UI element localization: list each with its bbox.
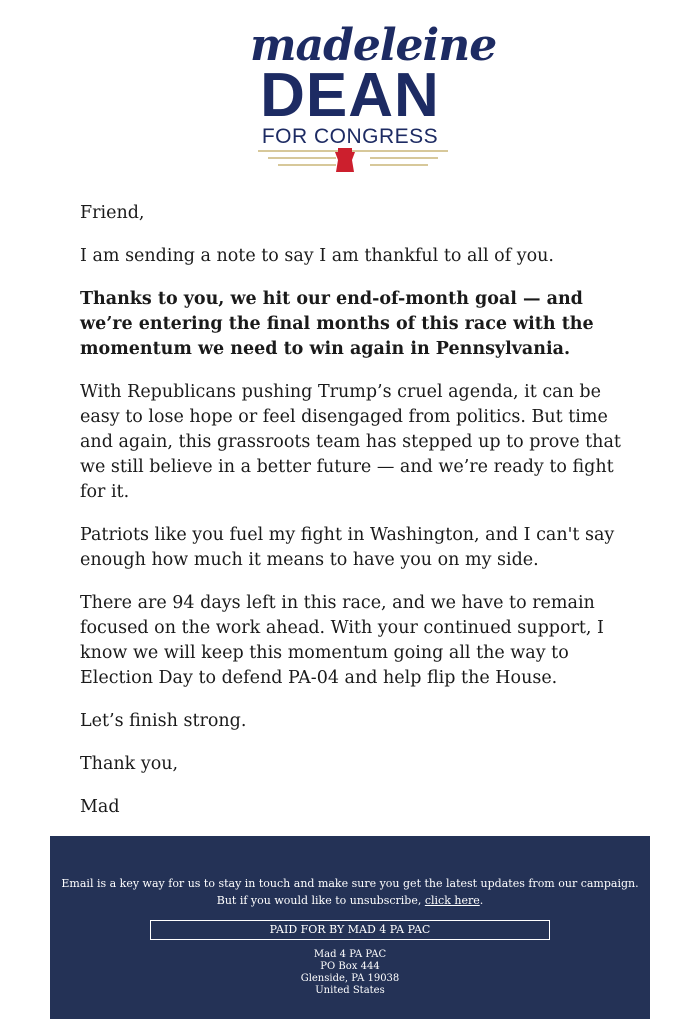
address-city: Glenside, PA 19038: [300, 973, 400, 984]
mailing-address: [50, 949, 650, 997]
email-footer: [50, 836, 650, 1019]
greeting: Friend,: [80, 203, 145, 223]
paragraph-days-left: There are 94 days left in this race, and we have to remain focused on the work ahead. With your continued support, I know we will keep this momentum going all the way to Election Day to defend PA-04 and help flip the House.: [80, 593, 604, 688]
address-po-box: PO Box 444: [320, 961, 380, 972]
unsubscribe-link[interactable]: click here: [424, 894, 480, 907]
logo-tagline: FOR CONGRESS: [261, 125, 439, 148]
paid-for-disclaimer: PAID FOR BY MAD 4 PA PAC: [150, 920, 550, 940]
address-country: United States: [315, 985, 385, 996]
address-org: Mad 4 PA PAC: [313, 949, 387, 960]
paragraph-thankful: I am sending a note to say I am thankful to all of you.: [80, 246, 554, 266]
unsubscribe-prefix: But if you would like to unsubscribe,: [216, 894, 422, 907]
paragraph-patriots: Patriots like you fuel my fight in Washington, and I can't say enough how much it means to have you on my side.: [80, 525, 615, 570]
closing: Thank you,: [80, 754, 179, 774]
signature: Mad: [80, 797, 120, 817]
paragraph-finish: Let’s finish strong.: [80, 711, 247, 731]
paragraph-goal: Thanks to you, we hit our end-of-month goal — and we’re entering the final months of this race with the momentum we need to win again in Pennsylvania.: [80, 289, 594, 359]
campaign-logo: [250, 20, 497, 182]
footer-info-text: Email is a key way for us to stay in touch and make sure you get the latest updates from our campaign.: [61, 877, 639, 890]
letter-body: [80, 201, 625, 838]
keystone-icon: [335, 148, 355, 172]
footer-unsubscribe-text: [50, 892, 650, 909]
paragraph-republicans: With Republicans pushing Trump’s cruel agenda, it can be easy to lose hope or feel disengaged from politics. But time and again, this grassroots team has stepped up to prove that we still believe in a better future — and we’re ready to fight for it.: [80, 382, 621, 502]
unsubscribe-suffix: .: [479, 894, 484, 907]
logo-script-name: madeleine: [250, 20, 497, 71]
logo-surname: DEAN: [260, 61, 440, 130]
